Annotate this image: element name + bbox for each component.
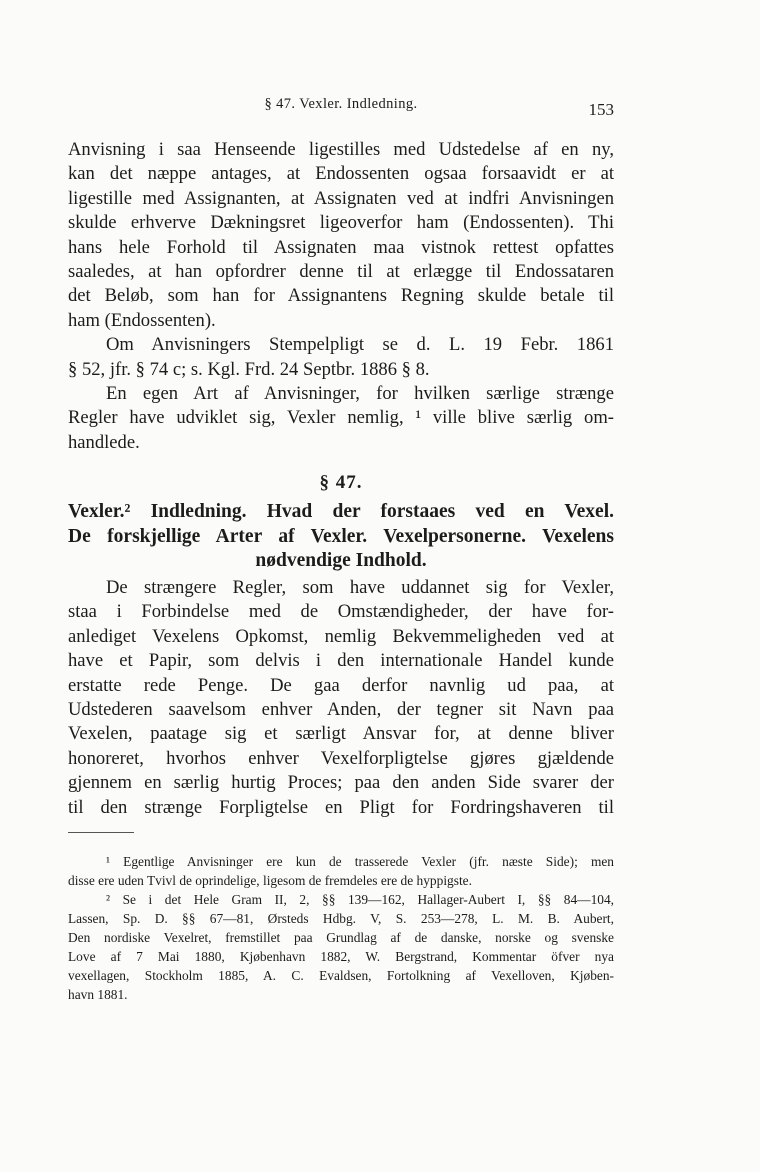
footnote-divider: [68, 832, 134, 833]
text-line: § 52, jfr. § 74 c; s. Kgl. Frd. 24 Septbr. 1886 § 8.: [68, 358, 430, 380]
running-head: § 47. Vexler. Indledning.: [264, 96, 418, 112]
heading-line: Vexler.² Indledning. Hvad der forstaaes ved en Vexel.: [68, 501, 614, 522]
footnote-line: disse ere uden Tvivl de oprindelige, ligesom de fremdeles ere de hyppigste.: [68, 873, 472, 888]
footnote-line: vexellagen, Stockholm 1885, A. C. Evaldsen, Fortolkning af Vexelloven, Kjøben-: [68, 968, 614, 983]
text-line: til den strænge Forpligtelse en Pligt for Fordringshaveren til: [68, 796, 614, 818]
heading-line: nødvendige Indhold.: [255, 550, 427, 571]
text-line: saaledes, at han opfordrer denne til at erlægge til Endossataren: [68, 261, 614, 283]
section-heading: [68, 500, 614, 574]
footnote-line: ¹ Egentlige Anvisninger ere kun de trasserede Vexler (jfr. næste Side); men: [106, 854, 614, 869]
text-line: ham (Endossenten).: [68, 309, 216, 331]
text-line: det Beløb, som han for Assignantens Regning skulde betale til: [68, 285, 614, 307]
page-header: [68, 92, 614, 118]
text-line: have et Papir, som delvis i den internationale Handel kunde: [68, 650, 614, 672]
text-line: Regler have udviklet sig, Vexler nemlig, ¹ ville blive særlig om-: [68, 407, 614, 429]
text-line: skulde erhverve Dækningsret ligeoverfor ham (Endossenten). Thi: [68, 212, 614, 234]
text-line: Om Anvisningers Stempelpligt se d. L. 19 Febr. 1861: [106, 334, 614, 356]
top-paragraphs: [68, 138, 614, 455]
text-line: handlede.: [68, 431, 140, 453]
text-line: kan det næppe antages, at Endossenten ogsaa forsaavidt er at: [68, 163, 614, 185]
footnote-line: havn 1881.: [68, 987, 128, 1002]
text-line: Anvisning i saa Henseende ligestilles med Udstedelse af en ny,: [68, 139, 614, 160]
text-line: honoreret, hvorhos enhver Vexelforpligtelse gjøres gjældende: [68, 747, 614, 769]
footnote-line: Lassen, Sp. D. §§ 67—81, Ørsteds Hdbg. V, S. 253—278, L. M. B. Aubert,: [68, 911, 614, 926]
text-line: anlediget Vexelens Opkomst, nemlig Bekvemmeligheden ved at: [68, 625, 614, 647]
heading-line: De forskjellige Arter af Vexler. Vexelpersonerne. Vexelens: [68, 525, 614, 547]
page-number: 153: [588, 100, 614, 119]
section-body: [68, 576, 614, 820]
section-number: § 47.: [319, 472, 363, 493]
text-line: gjennem en særlig hurtig Proces; paa den anden Side svarer der: [68, 772, 614, 794]
text-line: hans hele Forhold til Assignaten maa vistnok rettest opfattes: [68, 236, 614, 258]
footnote-line: ² Se i det Hele Gram II, 2, §§ 139—162, Hallager-Aubert I, §§ 84—104,: [106, 892, 614, 907]
text-line: staa i Forbindelse med de Omstændigheder, der have for-: [68, 601, 614, 623]
footnotes: [68, 852, 614, 1004]
text-line: erstatte rede Penge. De gaa derfor navnlig ud paa, at: [68, 674, 614, 696]
text-line: En egen Art af Anvisninger, for hvilken særlige strænge: [106, 383, 614, 405]
text-line: De strængere Regler, som have uddannet sig for Vexler,: [106, 577, 614, 598]
text-line: ligestille med Assignanten, at Assignaten ved at indfri Anvisningen: [68, 187, 614, 209]
footnote-line: Den nordiske Vexelret, fremstillet paa Grundlag af de danske, norske og svenske: [68, 930, 614, 945]
text-line: Udstederen saavelsom enhver Anden, der tegner sit Navn paa: [68, 699, 614, 721]
text-line: Vexelen, paatage sig et særligt Ansvar for, at denne bliver: [68, 723, 614, 745]
footnote-line: Love af 7 Mai 1880, Kjøbenhavn 1882, W. Bergstrand, Kommentar öfver nya: [68, 949, 614, 964]
